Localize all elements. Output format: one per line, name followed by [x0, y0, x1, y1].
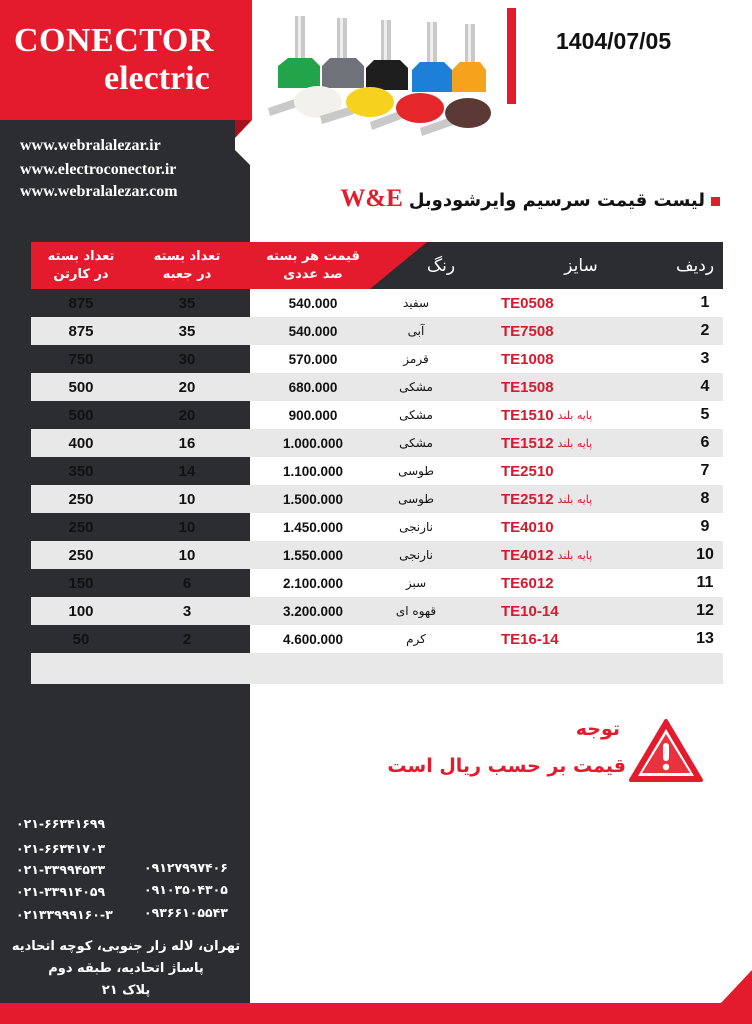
table-row	[31, 457, 723, 485]
cell-index: 9	[700, 518, 710, 535]
cell-size	[501, 317, 641, 345]
mobile-phone-1[interactable]: ۰۹۱۲۷۹۹۷۴۰۶	[144, 860, 228, 875]
header-size: سایز	[564, 255, 598, 276]
mobile-phone-2[interactable]: ۰۹۱۰۳۵۰۴۳۰۵	[144, 882, 228, 897]
cell-index: 4	[700, 378, 710, 395]
cell-size	[501, 541, 641, 569]
cell-box-qty: 16	[178, 434, 196, 452]
cell-index: 8	[700, 490, 710, 507]
cell-carton-qty: 500	[68, 378, 94, 396]
cell-color: مشکی	[399, 436, 433, 450]
cell-index: 13	[696, 630, 714, 647]
cell-size	[501, 485, 641, 513]
cell-price: 570.000	[288, 351, 338, 367]
landline-phone-2[interactable]: ۰۲۱-۶۶۳۴۱۷۰۳	[16, 841, 106, 856]
table-row	[31, 345, 723, 373]
cell-box-qty: 14	[178, 462, 196, 480]
size-code: TE4010	[501, 518, 554, 536]
brand-name-line2: electric	[104, 60, 210, 97]
address-line-1: تهران، لاله زار جنوبی، کوچه اتحادیه	[11, 939, 241, 954]
cell-color: مشکی	[399, 380, 433, 394]
size-code: TE10-14	[501, 602, 559, 620]
notice-text: قیمت بر حسب ریال است	[387, 755, 626, 777]
table-row	[31, 485, 723, 513]
price-table	[31, 242, 723, 684]
cell-size	[501, 345, 641, 373]
notice-title: توجه	[575, 718, 620, 740]
cell-box-qty: 6	[182, 574, 192, 592]
cell-index: 7	[700, 462, 710, 479]
table-row	[31, 317, 723, 345]
title-bullet-icon	[711, 197, 720, 206]
cell-carton-qty: 875	[68, 294, 94, 312]
cell-size	[501, 513, 641, 541]
table-row	[31, 373, 723, 401]
header-index: ردیف	[675, 255, 715, 276]
header-price-line2: صد عددی	[283, 266, 343, 282]
cell-size	[501, 373, 641, 401]
cell-index: 10	[696, 546, 714, 563]
cell-box-qty: 10	[178, 546, 196, 564]
cell-color: آبی	[407, 324, 425, 338]
cell-carton-qty: 250	[68, 546, 94, 564]
cell-color: مشکی	[399, 408, 433, 422]
brand-fold-decoration	[235, 120, 252, 138]
landline-phone-1[interactable]: ۰۲۱-۶۶۳۴۱۶۹۹	[16, 816, 106, 831]
cell-color: سبز	[405, 576, 427, 590]
website-link-3[interactable]: www.webralalezar.com	[20, 183, 178, 200]
cell-color: نارنجی	[399, 548, 433, 562]
website-link-2[interactable]: www.electroconector.ir	[20, 161, 177, 178]
cell-color: کرم	[406, 632, 426, 646]
mobile-phone-3[interactable]: ۰۹۳۶۶۱۰۵۵۴۳	[144, 905, 228, 920]
cell-box-qty: 35	[178, 322, 196, 340]
size-code: TE6012	[501, 574, 554, 592]
cell-carton-qty: 400	[68, 434, 94, 452]
header-box-line2: در جعبه	[162, 266, 212, 282]
table-row	[31, 513, 723, 541]
website-link-1[interactable]: www.webralalezar.ir	[20, 137, 161, 154]
address-block	[10, 936, 242, 1002]
cell-size	[501, 429, 641, 457]
cell-index: 12	[696, 602, 714, 619]
header-carton-qty	[31, 242, 131, 289]
cell-price: 1.000.000	[282, 435, 344, 451]
cell-box-qty: 10	[178, 490, 196, 508]
table-header	[31, 242, 723, 289]
cell-box-qty: 2	[182, 630, 192, 648]
warning-triangle-icon	[628, 718, 704, 784]
cell-size	[501, 597, 641, 625]
size-code: TE2510	[501, 462, 554, 480]
header-box-qty	[131, 242, 243, 289]
table-row	[31, 569, 723, 597]
cell-box-qty: 35	[178, 294, 196, 312]
cell-price: 4.600.000	[282, 631, 344, 647]
ferrule-gray	[322, 18, 364, 88]
table-row	[31, 429, 723, 457]
size-code: TE1508	[501, 378, 554, 396]
size-tag-long-shank: پایه بلند	[557, 408, 593, 422]
cell-size	[501, 457, 641, 485]
table-row	[31, 597, 723, 625]
header-price-line1: قیمت هر بسته	[266, 248, 360, 264]
cell-price: 900.000	[288, 407, 338, 423]
ferrule-orange	[452, 24, 486, 92]
landline-phone-3[interactable]: ۰۲۱-۳۳۹۹۴۵۳۳	[16, 862, 106, 877]
size-code: TE1008	[501, 350, 554, 368]
cell-index: 2	[700, 322, 710, 339]
cell-color: سفید	[402, 296, 430, 310]
cell-size	[501, 289, 641, 317]
size-code: TE1510	[501, 406, 554, 424]
cell-carton-qty: 350	[68, 462, 94, 480]
cell-carton-qty: 100	[68, 602, 94, 620]
landline-phone-4[interactable]: ۰۲۱-۳۳۹۱۴۰۵۹	[16, 884, 106, 899]
cell-box-qty: 10	[178, 518, 196, 536]
cell-price: 540.000	[288, 323, 338, 339]
cell-price: 1.550.000	[282, 547, 344, 563]
landline-phone-5[interactable]: ۰۲۱۳۳۹۹۹۱۶۰-۳	[16, 907, 113, 922]
price-list-date: 1404/07/05	[556, 28, 672, 54]
page-title	[340, 185, 720, 213]
size-code: TE16-14	[501, 630, 559, 648]
cell-color: طوسی	[398, 492, 434, 506]
size-code: TE1512	[501, 434, 554, 452]
cell-price: 1.500.000	[282, 491, 344, 507]
cell-index: 6	[700, 434, 710, 451]
header-carton-line1: تعداد بسته	[47, 248, 115, 264]
cell-price: 540.000	[288, 295, 338, 311]
header-carton-line2: در کارتن	[53, 266, 109, 282]
cell-price: 2.100.000	[282, 575, 344, 591]
table-row	[31, 541, 723, 569]
cell-carton-qty: 50	[72, 630, 90, 648]
cell-carton-qty: 875	[68, 322, 94, 340]
size-code: TE0508	[501, 294, 554, 312]
cell-index: 11	[696, 574, 714, 591]
cell-carton-qty: 250	[68, 518, 94, 536]
ferrule-blue	[412, 22, 452, 92]
size-code: TE2512	[501, 490, 554, 508]
cell-price: 3.200.000	[282, 603, 344, 619]
cell-carton-qty: 150	[68, 574, 94, 592]
cell-carton-qty: 750	[68, 350, 94, 368]
ferrule-green	[278, 16, 320, 88]
address-line-2: پاساژ اتحادیه، طبقه دوم	[48, 961, 204, 976]
header-price	[243, 242, 383, 289]
bottom-band	[0, 1003, 752, 1024]
brand-name-line1: CONECTOR	[14, 22, 214, 59]
bottom-band-wedge	[720, 970, 752, 1004]
cell-box-qty: 20	[178, 378, 196, 396]
size-tag-long-shank: پایه بلند	[557, 436, 593, 450]
date-accent-bar	[507, 8, 516, 104]
cell-color: طوسی	[398, 464, 434, 478]
cell-box-qty: 30	[178, 350, 196, 368]
cell-index: 1	[700, 294, 710, 311]
cell-size	[501, 401, 641, 429]
cell-price: 680.000	[288, 379, 338, 395]
cell-box-qty: 20	[178, 406, 196, 424]
ferrule-black	[366, 20, 408, 90]
table-row	[31, 289, 723, 317]
cell-carton-qty: 500	[68, 406, 94, 424]
cell-carton-qty: 250	[68, 490, 94, 508]
title-text: لیست قیمت سرسیم وایرشودوبل	[408, 190, 705, 211]
cell-color: نارنجی	[399, 520, 433, 534]
cell-color: قهوه ای	[395, 604, 437, 618]
table-row-empty	[31, 653, 723, 684]
size-tag-long-shank: پایه بلند	[557, 492, 593, 506]
cell-size	[501, 625, 641, 653]
table-row	[31, 401, 723, 429]
size-tag-long-shank: پایه بلند	[557, 548, 593, 562]
title-brand: W&E	[340, 185, 403, 212]
cell-price: 1.450.000	[282, 519, 344, 535]
cell-box-qty: 3	[182, 602, 192, 620]
table-row	[31, 625, 723, 653]
address-line-3: پلاک ۲۱	[101, 983, 151, 998]
header-box-line1: تعداد بسته	[153, 248, 221, 264]
size-code: TE7508	[501, 322, 554, 340]
cell-price: 1.100.000	[282, 463, 344, 479]
size-code: TE4012	[501, 546, 554, 564]
table-body	[31, 289, 723, 653]
product-ferrules-image	[262, 10, 502, 160]
cell-size	[501, 569, 641, 597]
cell-color: قرمز	[403, 352, 429, 366]
cell-index: 3	[700, 350, 710, 367]
header-color: رنگ	[426, 255, 456, 276]
cell-index: 5	[700, 406, 710, 423]
